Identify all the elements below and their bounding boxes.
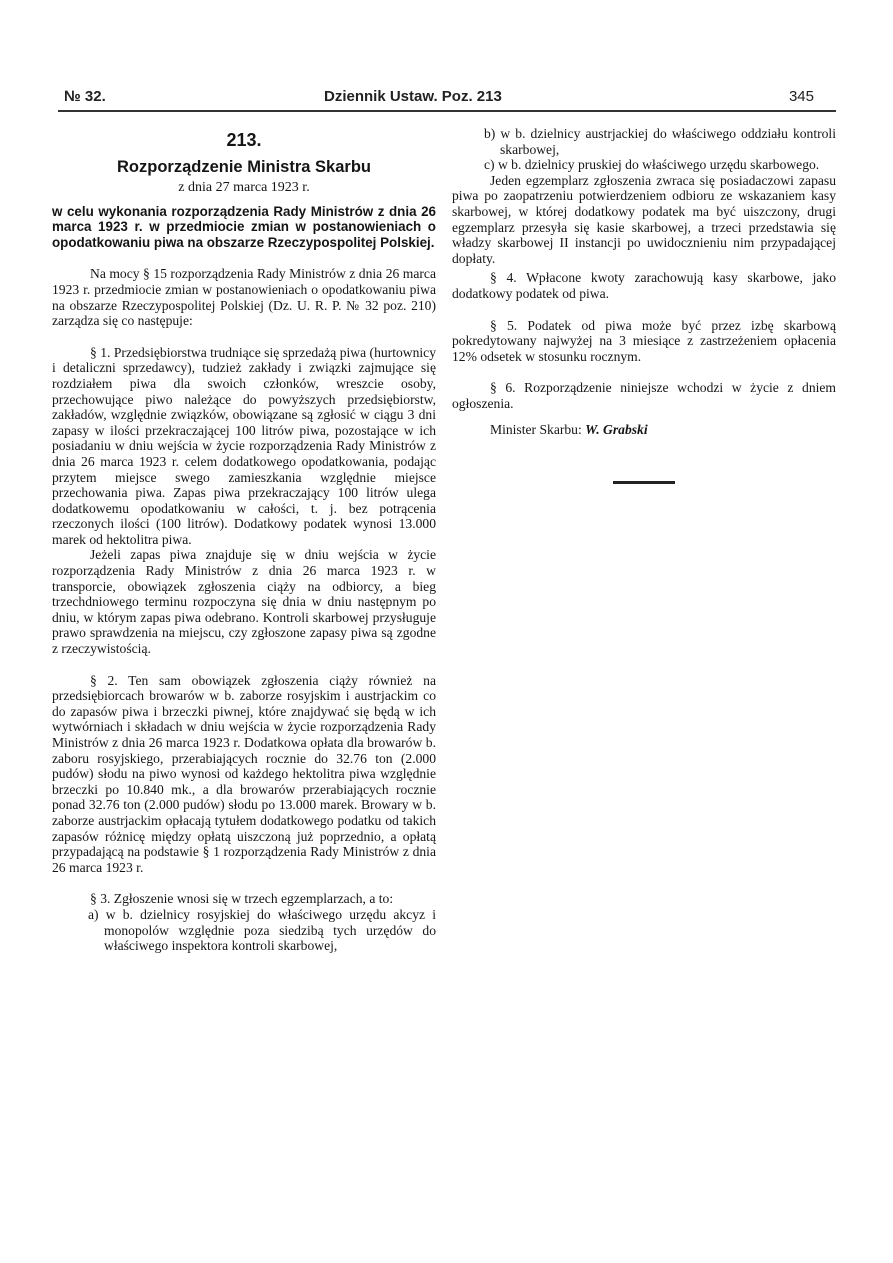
left-column bbox=[52, 126, 436, 954]
running-title: Dziennik Ustaw. Poz. 213 bbox=[324, 88, 502, 105]
section-4: § 4. Wpłacone kwoty zarachowują kasy skarbowe, jako dodatkowy podatek od piwa. bbox=[452, 270, 836, 301]
end-rule bbox=[613, 481, 675, 484]
signature-name: W. Grabski bbox=[585, 421, 648, 437]
right-column bbox=[452, 126, 836, 484]
section-6: § 6. Rozporządzenie niniejsze wchodzi w życie z dniem ogłoszenia. bbox=[452, 380, 836, 411]
list-item-b: b) w b. dzielnicy austrjackiej do właściwego oddziału kontroli skarbowej, bbox=[484, 126, 836, 157]
section-3-continued: Jeden egzemplarz zgłoszenia zwraca się posiadaczowi zapasu piwa po zaopatrzeniu potwierdzeniem odbioru ze wskazaniem kasy skarbowej, w której dodatkowy podatek ma być uiszczony, drugi egzemplarz przesyła się kasie skarbowej, a trzeci przedstawia się władzy skarbowej II instancji po uwidocznieniu nim przypadającej dopłaty. bbox=[452, 172, 836, 266]
issue-number: № 32. bbox=[64, 88, 106, 105]
section-2: § 2. Ten sam obowiązek zgłoszenia ciąży również na przedsiębiorcach browarów w b. zaborze rosyjskim i austrjackim co do zapasów piwa i brzeczki piwnej, które znajdywać się będą w ich wytwórniach i składach w dniu wejścia w życie rozporządzenia Rady Ministrów z dnia 26 marca 1923 r. Dodatkowa opłata dla browarów b. zaboru rosyjskiego, przerabiających rocznie do 32.76 ton (2.000 pudów) słodu na piwo wynosi od każdego hektolitra piwa względnie brzeczki po 10.840 mk., a dla browarów przerabiających rocznie ponad 32.76 ton (2.000 pudów) słodu po 13.000 marek. Browary w b. zaborze austrjackim opłacają tytułem dodatkowego podatku od takich zapasów różnicę między opłatą uiszczoną już poprzednio, a opłatą przypadającą na podstawie § 1 rozporządzenia Rady Ministrów z dnia 26 marca 1923 r. bbox=[52, 672, 436, 875]
section-3: § 3. Zgłoszenie wnosi się w trzech egzemplarzach, a to: bbox=[90, 891, 394, 907]
decree-date: z dnia 27 marca 1923 r. bbox=[178, 180, 310, 195]
page-number: 345 bbox=[788, 88, 814, 105]
list-item-a: a) w b. dzielnicy rosyjskiej do właściwego urzędu akcyz i monopolów względnie poza siedzibą tych urzędów do właściwego inspektora kontroli skarbowej, bbox=[88, 906, 436, 954]
intro-paragraph: Na mocy § 15 rozporządzenia Rady Ministrów z dnia 26 marca 1923 r. przedmiocie zmian w postanowieniach o opodatkowaniu piwa na obszarze Rzeczypospolitej Polskiej (Dz. U. R. P. № 32 poz. 210) zarządza się co następuje: bbox=[52, 266, 436, 329]
section-1: § 1. Przedsiębiorstwa trudniące się sprzedażą piwa (hurtownicy i detaliczni sprzedawcy), tudzież zakłady i związki zajmujące się rozdziałem piwa dla swoich członków, wreszcie osoby, przechowujące piwo należące do powyższych przedsiębiorstw, zakładów, względnie związków, obowiązane są zgłosić w ciągu 3 dni zapasy w ilości przekraczającej 100 litrów piwa, pozostające w ich posiadaniu w dniu wejścia w życie rozporządzenia Rady Ministrów z dnia 26 marca 1923 r. celem dodatkowego opodatkowania, podając przytem miejsce swego zamieszkania względnie miejsce przechowania piwa. Zapas piwa przekraczający 100 litrów ulega dodatkowemu opodatkowaniu w całości, t. j. bez potrącenia rzeczonych ilości (100 litrów). Dodatkowy podatek wynosi 13.000 marek od hektolitra piwa. bbox=[52, 344, 436, 547]
decree-purpose: w celu wykonania rozporządzenia Rady Ministrów z dnia 26 marca 1923 r. w przedmiocie zmian w postanowieniach o opodatkowaniu piwa na obszarze Rzeczypospolitej Polskiej. bbox=[52, 203, 436, 250]
signature bbox=[452, 422, 836, 438]
header-rule bbox=[58, 110, 836, 112]
page-header bbox=[60, 88, 820, 108]
section-5: § 5. Podatek od piwa może być przez izbę skarbową pokredytowany najwyżej na 3 miesiące z zastrzeżeniem opłacenia 12% odsetek w stosunku rocznym. bbox=[452, 317, 836, 364]
signature-role: Minister Skarbu: bbox=[490, 421, 582, 437]
section-1-continued: Jeżeli zapas piwa znajduje się w dniu wejścia w życie rozporządzenia Rady Ministrów z dnia 26 marca 1923 r. w transporcie, obowiązek zgłoszenia ciąży na odbiorcy, a bieg trzechdniowego terminu rozpoczyna się dnia w dniu następnym po dniu, w którym zapas piwa odebrano. Kontroli skarbowej przysługuje prawo sprawdzenia na miejscu, czy zgłoszone zapasy piwa są zgodne z rzeczywistością. bbox=[52, 547, 436, 657]
decree-number: 213. bbox=[226, 130, 262, 150]
list-item-c: c) w b. dzielnicy pruskiej do właściwego urzędu skarbowego. bbox=[484, 157, 820, 173]
decree-title: Rozporządzenie Ministra Skarbu bbox=[117, 158, 371, 176]
